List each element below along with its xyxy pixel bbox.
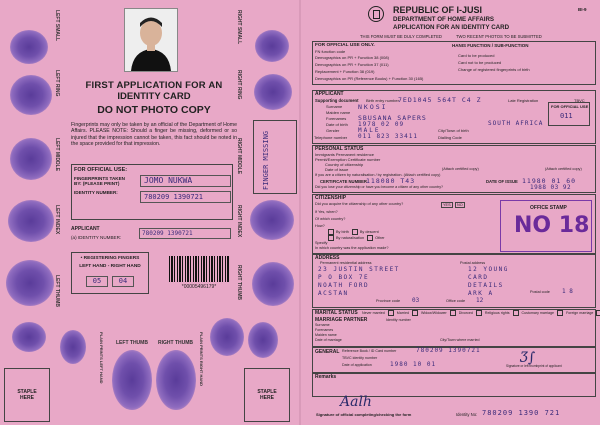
right-hand-value[interactable]: 04 bbox=[112, 276, 134, 287]
dialling-label: Dialling Code bbox=[438, 135, 462, 140]
applicant-id-value[interactable]: 780209 1390721 bbox=[139, 228, 231, 239]
attach-cert: (Attach certified copy) bbox=[442, 167, 479, 171]
if-yes-label: If Yes, when? bbox=[315, 210, 338, 214]
by-nat-label bbox=[325, 235, 385, 241]
applicant-heading: APPLICANT bbox=[315, 91, 344, 97]
fingerprint-bottom-left-thumb bbox=[112, 350, 152, 410]
staple-label-left: STAPLE HERE bbox=[17, 389, 37, 401]
staple-here-right bbox=[244, 368, 290, 422]
fingerprint-right-plain-1 bbox=[210, 318, 244, 356]
divorced-checkbox[interactable] bbox=[476, 310, 482, 316]
fingerprint-left-small bbox=[10, 30, 48, 64]
telephone-value[interactable]: 011 823 33411 bbox=[358, 133, 418, 140]
identity-number-label: IDENTITY NUMBER: bbox=[74, 190, 118, 195]
label-left-ring: LEFT RING bbox=[54, 70, 60, 97]
foreign-checkbox[interactable] bbox=[596, 310, 600, 316]
which-country-label: Of which country? bbox=[315, 217, 346, 221]
permanent-res-label: Permanent residential address bbox=[320, 261, 372, 265]
immigrants-label: Immigrants Permanent residence bbox=[315, 152, 374, 157]
hanis: HANIS FUNCTION / SUB-FUNCTION bbox=[452, 43, 529, 48]
must-complete: THIS FORM MUST BE DULY COMPLETED bbox=[360, 34, 442, 39]
supporting-doc: Supporting document bbox=[315, 98, 359, 103]
late-registration: Late Registration bbox=[508, 98, 539, 103]
fingerprint-bottom-right-thumb bbox=[156, 350, 196, 410]
fingerprint-left-index bbox=[8, 200, 54, 242]
form-title-line1: FIRST APPLICATION FOR AN bbox=[85, 80, 223, 91]
fingerprint-right-ring bbox=[254, 74, 292, 110]
identity-no-label: Identity No: bbox=[456, 412, 478, 417]
hanis-1: Card to be produced bbox=[458, 53, 495, 58]
naturalisation-note: If you are a citizen by naturalisation / by registration. (Attach certified copy) bbox=[315, 173, 441, 177]
tbvc-label: TBVC bbox=[574, 98, 585, 103]
coat-of-arms-icon bbox=[368, 6, 384, 22]
department-title: DEPARTMENT OF HOME AFFAIRS bbox=[393, 16, 495, 23]
identity-number-value[interactable]: 780209 1390721 bbox=[140, 191, 231, 203]
fingerprint-right-index bbox=[250, 200, 294, 240]
post-line-3[interactable]: DETAILS bbox=[468, 282, 504, 289]
tbvc-id-label: TBVC identity number bbox=[342, 356, 378, 360]
customary-text: Customary marriage bbox=[521, 310, 555, 315]
res-line-3[interactable]: NOATH FORD bbox=[318, 282, 370, 289]
card-info-box bbox=[71, 80, 237, 300]
which-country-app-label: In which country was the application made? bbox=[315, 246, 389, 250]
gender-value[interactable]: MALE bbox=[358, 127, 381, 134]
demo-1: Demographics on PR + Function 38 (008) bbox=[315, 55, 389, 60]
left-hand-value[interactable]: 05 bbox=[86, 276, 108, 287]
post-line-2[interactable]: CARD bbox=[468, 274, 489, 281]
label-left-small: LEFT SMALL bbox=[54, 10, 60, 42]
post-line-1[interactable]: 12 YOUNG bbox=[468, 266, 509, 273]
religious-text: Religious rights bbox=[484, 310, 510, 315]
country-birth-value[interactable]: SOUTH AFRICA bbox=[488, 120, 544, 127]
demo-4: Demographics on PR (Reference Books) + Function 30 (165) bbox=[315, 76, 424, 81]
province-code-value[interactable]: 03 bbox=[412, 297, 420, 304]
surname-label: Surname bbox=[326, 104, 343, 109]
gender-label: Gender bbox=[326, 128, 340, 133]
province-code-label: Province code bbox=[376, 299, 401, 303]
fingerprint-left-thumb bbox=[6, 260, 54, 306]
res-line-2[interactable]: P O BOX 7E bbox=[318, 274, 370, 281]
customary-checkbox[interactable] bbox=[557, 310, 563, 316]
never-married-checkbox[interactable] bbox=[388, 310, 394, 316]
acquire-label: Did you acquire the citizenship of any other country? bbox=[315, 202, 404, 206]
fingerprint-left-middle bbox=[10, 138, 52, 180]
label-right-middle: RIGHT MIDDLE bbox=[236, 138, 242, 175]
hands-label: LEFT HAND - RIGHT HAND bbox=[79, 264, 141, 269]
official-use-box bbox=[71, 164, 233, 220]
fingerprint-left-plain-2 bbox=[60, 330, 86, 364]
res-line-1[interactable]: 23 JUSTIN STREET bbox=[318, 266, 400, 273]
by-nat-text: By naturalisation bbox=[336, 236, 365, 240]
partner-forenames-label: Forenames bbox=[315, 328, 334, 332]
registering-text: REGISTERING FINGERS bbox=[83, 256, 140, 261]
telephone-label: Telephone number bbox=[314, 135, 348, 140]
other-text: Other bbox=[375, 236, 385, 240]
widow-checkbox[interactable] bbox=[450, 310, 456, 316]
maiden-label: Maiden name bbox=[326, 110, 351, 115]
barcode-text: *00005496179* bbox=[181, 284, 217, 290]
citizenship-heading: CITIZENSHIP bbox=[315, 195, 347, 201]
office-stamp-label: OFFICE STAMP bbox=[530, 205, 567, 211]
forenames-value[interactable]: SBUSANA SAPERS bbox=[358, 114, 427, 122]
label-plain-left: PLAIN PRINTS LEFT HAND bbox=[99, 332, 104, 384]
official-use-heading: FOR OFFICIAL USE: bbox=[74, 167, 128, 173]
taken-by-label: FINGERPRINTS TAKEN BY: (PLEASE PRINT) bbox=[74, 176, 125, 186]
applicant-label: APPLICANT bbox=[71, 226, 100, 232]
did-lose-label: Did you lose your citizenship or have you become a citizen of any other country? bbox=[315, 185, 444, 189]
date-marriage-label: Date of marriage bbox=[315, 338, 342, 342]
label-right-ring: RIGHT RING bbox=[236, 70, 242, 100]
applicant-photo bbox=[124, 8, 178, 72]
office-use-value[interactable]: 011 bbox=[560, 112, 573, 120]
by-nat-checkbox[interactable] bbox=[328, 235, 334, 241]
certificate-number-value[interactable]: 118080 T43 bbox=[366, 177, 416, 185]
label-left-thumb-bottom: LEFT THUMB bbox=[116, 340, 148, 346]
forenames-label: Forenames bbox=[326, 116, 347, 121]
fingerprint-right-small bbox=[255, 30, 289, 62]
address-heading: ADDRESS bbox=[315, 255, 340, 261]
other-checkbox[interactable] bbox=[367, 235, 373, 241]
office-code-value[interactable]: 12 bbox=[476, 297, 484, 304]
date-app-value[interactable]: 1980 10 01 bbox=[390, 361, 437, 368]
divorced-text: Divorced bbox=[458, 310, 473, 315]
partner-surname-label: Surname bbox=[315, 323, 330, 327]
label-right-index: RIGHT INDEX bbox=[236, 205, 242, 238]
registering-label: • REGISTERING FINGERS bbox=[80, 256, 140, 261]
applicant-id-label: (a) IDENTITY NUMBER: bbox=[71, 235, 122, 240]
applicant-signature: Ʒ∫ bbox=[520, 350, 536, 366]
date-of-issue-value[interactable]: 11980 01 60 bbox=[522, 177, 577, 185]
never-married-text: Never married bbox=[362, 310, 385, 315]
postal-code-value[interactable]: 1 8 bbox=[562, 288, 573, 295]
label-left-index: LEFT INDEX bbox=[54, 205, 60, 235]
postal-code-label: Postal code bbox=[530, 290, 550, 294]
label-right-small: RIGHT SMALL bbox=[236, 10, 242, 45]
res-line-4[interactable]: ACSTAN bbox=[318, 290, 349, 297]
fingerprint-left-plain-1 bbox=[12, 322, 46, 352]
do-not-copy: DO NOT PHOTO COPY bbox=[97, 104, 211, 116]
marital-options bbox=[362, 310, 600, 316]
label-right-thumb-bottom: RIGHT THUMB bbox=[158, 340, 193, 346]
by-birth-text: By birth bbox=[336, 230, 349, 234]
stamp-number: NO 18 bbox=[514, 213, 590, 238]
staple-here-left bbox=[4, 368, 50, 422]
yes-option[interactable]: YES bbox=[443, 203, 451, 207]
religious-checkbox[interactable] bbox=[513, 310, 519, 316]
fold-line bbox=[299, 0, 301, 425]
ref-book-label: Reference Book / ID Card number bbox=[342, 349, 397, 353]
city-town-label: City/Town of birth bbox=[438, 128, 469, 133]
married-checkbox[interactable] bbox=[412, 310, 418, 316]
partner-maiden-label: Maiden name bbox=[315, 333, 337, 337]
republic-title: REPUBLIC OF I-JUSI bbox=[393, 5, 483, 15]
photos-note: TWO RECENT PHOTOS TO BE SUBMITTED bbox=[456, 34, 542, 39]
taken-by-value[interactable]: JOMO NUKWA bbox=[140, 175, 231, 187]
remarks-heading: Remarks bbox=[315, 374, 337, 380]
city-marriage-label: City/Town where married bbox=[440, 338, 480, 342]
staple-label-right: STAPLE HERE bbox=[257, 389, 277, 401]
country-cit-label: Country of citizenship bbox=[325, 162, 364, 167]
finger-missing-box bbox=[253, 120, 297, 194]
demo-2: Demographics on PR + Function 37 (011) bbox=[315, 62, 389, 67]
how-label: How? bbox=[315, 224, 325, 228]
sig-official-label: Signature of official completing/checking the form bbox=[316, 412, 412, 417]
certificate-number-label: CERTIFICATE NUMBER bbox=[320, 179, 367, 184]
application-title: APPLICATION FOR AN IDENTITY CARD bbox=[393, 24, 510, 31]
barcode bbox=[169, 256, 229, 282]
hanis-2: Card not to be produced bbox=[458, 60, 502, 65]
finger-missing-note: FINGER MISSING bbox=[262, 130, 270, 190]
date-issue-label: Date of issue bbox=[325, 167, 349, 172]
no-option[interactable]: NO bbox=[457, 203, 463, 207]
married-text: Married bbox=[396, 310, 409, 315]
fingerprint-right-thumb bbox=[252, 262, 294, 306]
lose-date-value[interactable]: 1988 03 92 bbox=[530, 184, 572, 191]
ref-book-value[interactable]: 780209 1390721 bbox=[416, 347, 481, 354]
birth-entry-label: Birth entry number bbox=[366, 98, 399, 103]
registering-box bbox=[71, 252, 149, 294]
attach-cert-2: (Attach certified copy) bbox=[545, 167, 582, 171]
postal-label: Postal address bbox=[460, 261, 486, 265]
label-plain-right: PLAIN PRINTS RIGHT HAND bbox=[199, 332, 204, 386]
permit-label: Permit/Exemption Certificate number bbox=[315, 157, 381, 162]
identity-no-value[interactable]: 780209 1390 721 bbox=[482, 409, 561, 417]
date-birth-label: Date of birth bbox=[326, 122, 348, 127]
hanis-3: Change of registered fingerprints of birth bbox=[458, 67, 530, 72]
fn-sub: FN function code bbox=[315, 49, 346, 54]
by-descent-text: By descent bbox=[359, 230, 379, 234]
foreign-text: Foreign marriage bbox=[566, 310, 594, 315]
fingerprint-left-ring bbox=[10, 75, 52, 115]
surname-value[interactable]: NKOSI bbox=[358, 103, 388, 111]
specify-label: Specify bbox=[315, 241, 328, 245]
demo-3: Replacement + Function 38 (019) bbox=[315, 69, 375, 74]
label-right-thumb: RIGHT THUMB bbox=[236, 265, 242, 300]
for-office-use: FOR OFFICIAL USE bbox=[551, 104, 589, 109]
fingerprint-right-plain-2 bbox=[248, 322, 278, 358]
birth-entry-value[interactable]: 7ED1045 564T C4 Z bbox=[398, 96, 482, 104]
marital-heading: MARITAL STATUS bbox=[315, 310, 358, 316]
partner-heading: MARRIAGE PARTNER bbox=[315, 317, 368, 323]
official-use-only: FOR OFFICIAL USE ONLY. bbox=[315, 43, 375, 48]
official-signature: Aalh bbox=[340, 394, 372, 410]
form-code: BI-9 bbox=[578, 7, 587, 12]
date-birth-value[interactable]: 1978 02 09 bbox=[358, 121, 405, 128]
post-line-4[interactable]: ARK A bbox=[468, 290, 494, 297]
fingerprint-notice: Fingerprints may only be taken by an official of the Department of Home Affairs. PLEASE NOTE: Should a finger be missing, deformed or so injured that the impression cannot be taken, this fact should be noted in the space provided for that impression. bbox=[71, 122, 237, 148]
sig-applicant-label: Signature or left thumbprint of applicant bbox=[506, 364, 562, 368]
label-left-middle: LEFT MIDDLE bbox=[54, 138, 60, 172]
label-left-thumb: LEFT THUMB bbox=[54, 275, 60, 307]
office-code-label: Office code bbox=[446, 299, 466, 303]
general-heading: GENERAL bbox=[315, 349, 340, 355]
personal-status-heading: PERSONAL STATUS bbox=[315, 146, 364, 152]
date-app-label: Date of application bbox=[342, 363, 372, 367]
date-of-issue-label: DATE OF ISSUE bbox=[486, 179, 518, 184]
form-title-line2: IDENTITY CARD bbox=[117, 91, 191, 102]
widow-text: Widow/Widower bbox=[420, 310, 447, 315]
partner-id-label: Identity number bbox=[386, 318, 411, 322]
